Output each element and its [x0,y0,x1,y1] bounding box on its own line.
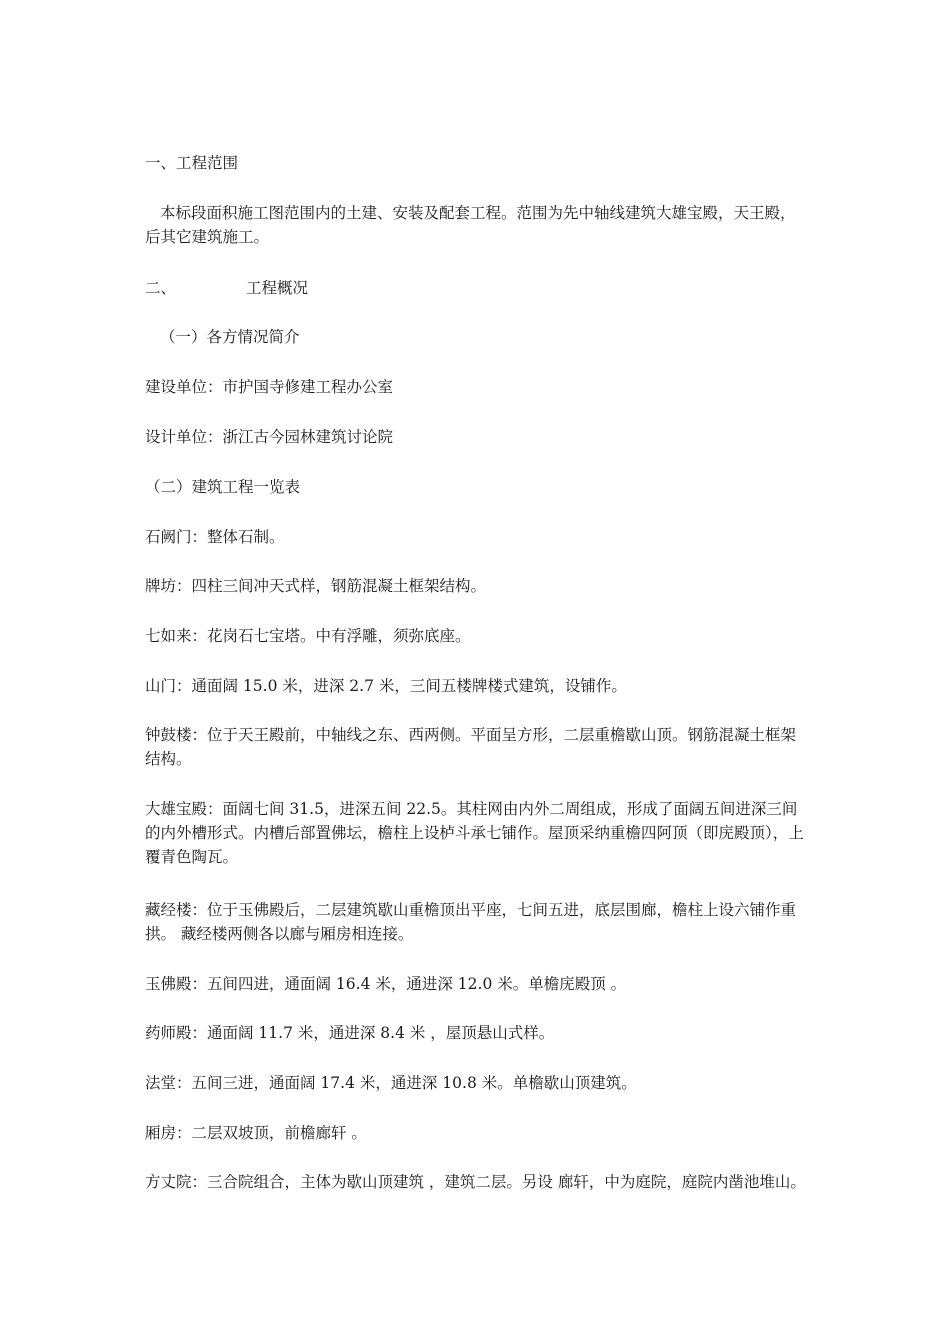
list-item: 玉佛殿：五间四进，通面阔 16.4 米，通进深 12.0 米。单檐庑殿顶 。 [145,975,627,993]
overview-heading [145,276,810,300]
overview-title: 工程概况 [246,279,309,297]
list-item: 七如来：花岗石七宝塔。中有浮雕，须弥底座。 [145,627,471,645]
parties-heading: （一）各方情况简介 [160,328,300,346]
list-item: 药师殿：通面阔 11.7 米，通进深 8.4 米 ，屋顶悬山式样。 [145,1024,555,1042]
list-item: 石阙门：整体石制。 [145,528,285,546]
scope-heading: 一、工程范围 [145,154,239,172]
list-item: 藏经楼：位于玉佛殿后，二层建筑歇山重檐顶出平座，七间五进，底层围廊，檐柱上设六铺作重拱。 藏经楼两侧各以廊与厢房相连接。 [145,901,797,943]
scope-paragraph: 本标段面积施工图范围内的土建、安装及配套工程。范围为先中轴线建筑大雄宝殿，天王殿，后其它建筑施工。 [145,204,796,246]
overview-number: 二、 [145,279,177,297]
list-item: 钟鼓楼：位于天王殿前，中轴线之东、西两侧。平面呈方形，二层重檐歇山顶。钢筋混凝土框架结构。 [145,726,797,768]
list-item: 山门：通面阔 15.0 米，进深 2.7 米，三间五楼牌楼式建筑，设铺作。 [145,677,627,695]
list-item: 牌坊：四柱三间冲天式样，钢筋混凝土框架结构。 [145,577,487,595]
owner-line: 建设单位：市护国寺修建工程办公室 [145,378,394,396]
list-item: 法堂：五间三进，通面阔 17.4 米，通进深 10.8 米。单檐歇山顶建筑。 [145,1074,637,1092]
list-item: 厢房：二层双坡顶，前檐廊轩 。 [145,1124,367,1142]
list-item: 大雄宝殿：面阔七间 31.5，进深五间 22.5。其柱网由内外二周组成，形成了面阔五间进深三间的内外槽形式。内槽后部置佛坛，檐柱上设栌斗承七铺作。屋顶采纳重檐四阿顶（即庑殿顶），上覆青色陶瓦。 [145,800,804,866]
list-heading: （二）建筑工程一览表 [145,478,301,496]
list-item: 方丈院：三合院组合，主体为歇山顶建筑 ，建筑二层。另设 廊轩，中为庭院，庭院内凿池堆山。 [145,1173,806,1191]
designer-line: 设计单位：浙江古今园林建筑讨论院 [145,428,394,446]
